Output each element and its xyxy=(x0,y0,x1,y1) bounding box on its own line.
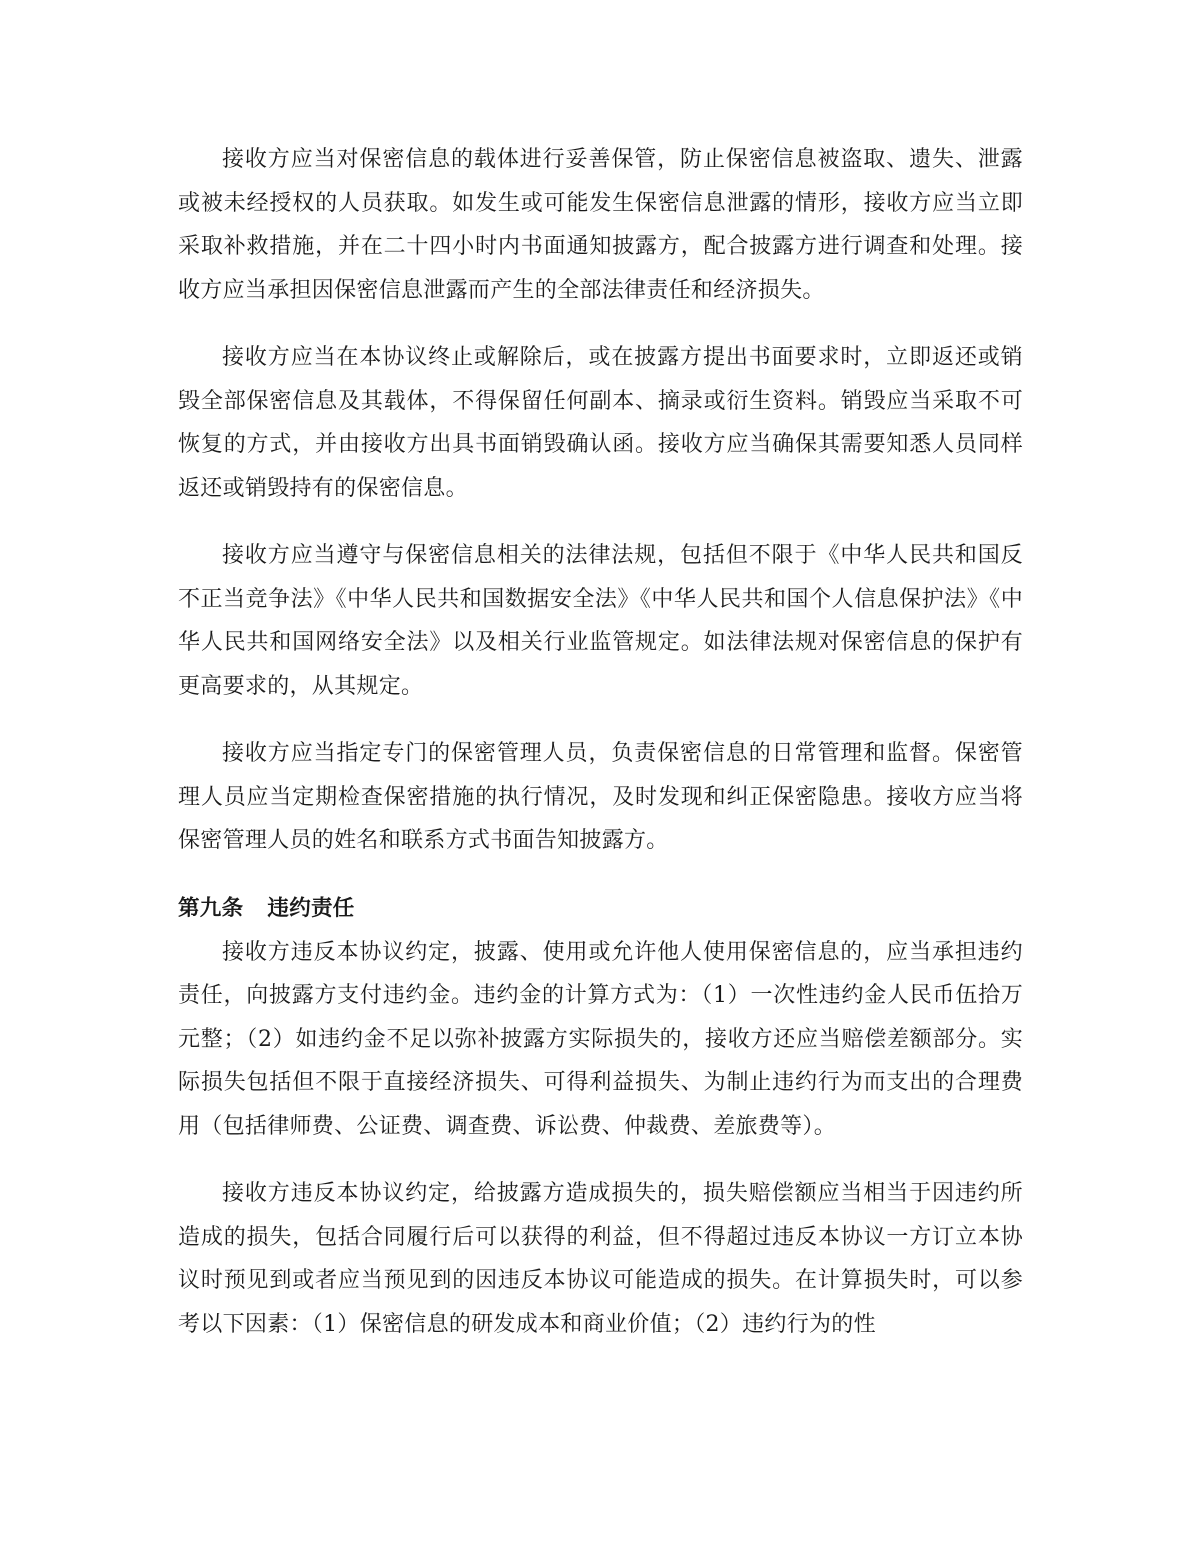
paragraph-carrier-custody: 接收方应当对保密信息的载体进行妥善保管，防止保密信息被盗取、遗失、泄露或被未经授权的人员获取。如发生或可能发生保密信息泄露的情形，接收方应当立即采取补救措施，并在二十四小时内书面通知披露方，配合披露方进行调查和处理。接收方应当承担因保密信息泄露而产生的全部法律责任和经济损失。 xyxy=(178,147,1023,303)
paragraph-liquidated-damages: 接收方违反本协议约定，披露、使用或允许他人使用保密信息的，应当承担违约责任，向披露方支付违约金。违约金的计算方式为：（1）一次性违约金人民币伍拾万元整；（2）如违约金不足以弥补披露方实际损失的，接收方还应当赔偿差额部分。实际损失包括但不限于直接经济损失、可得利益损失、为制止违约行为而支出的合理费用（包括律师费、公证费、调查费、诉讼费、仲裁费、差旅费等）。 xyxy=(178,939,1023,1139)
section-number: 第九条 xyxy=(178,895,244,921)
paragraph-legal-compliance: 接收方应当遵守与保密信息相关的法律法规，包括但不限于《中华人民共和国反不正当竞争法》《中华人民共和国数据安全法》《中华人民共和国个人信息保护法》《中华人民共和国网络安全法》以及相关行业监管规定。如法律法规对保密信息的保护有更高要求的，从其规定。 xyxy=(178,543,1023,699)
section-title: 违约责任 xyxy=(267,895,355,921)
document-page xyxy=(178,138,1023,1370)
paragraph-return-destroy: 接收方应当在本协议终止或解除后，或在披露方提出书面要求时，立即返还或销毁全部保密信息及其载体，不得保留任何副本、摘录或衍生资料。销毁应当采取不可恢复的方式，并由接收方出具书面销毁确认函。接收方应当确保其需要知悉人员同样返还或销毁持有的保密信息。 xyxy=(178,345,1023,501)
section-heading xyxy=(178,887,1023,931)
paragraph-confidentiality-officer: 接收方应当指定专门的保密管理人员，负责保密信息的日常管理和监督。保密管理人员应当定期检查保密措施的执行情况，及时发现和纠正保密隐患。接收方应当将保密管理人员的姓名和联系方式书面告知披露方。 xyxy=(178,741,1023,853)
paragraph-loss-compensation: 接收方违反本协议约定，给披露方造成损失的，损失赔偿额应当相当于因违约所造成的损失，包括合同履行后可以获得的利益，但不得超过违反本协议一方订立本协议时预见到或者应当预见到的因违反本协议可能造成的损失。在计算损失时，可以参考以下因素：（1）保密信息的研发成本和商业价值；（2）违约行为的性 xyxy=(178,1181,1023,1337)
